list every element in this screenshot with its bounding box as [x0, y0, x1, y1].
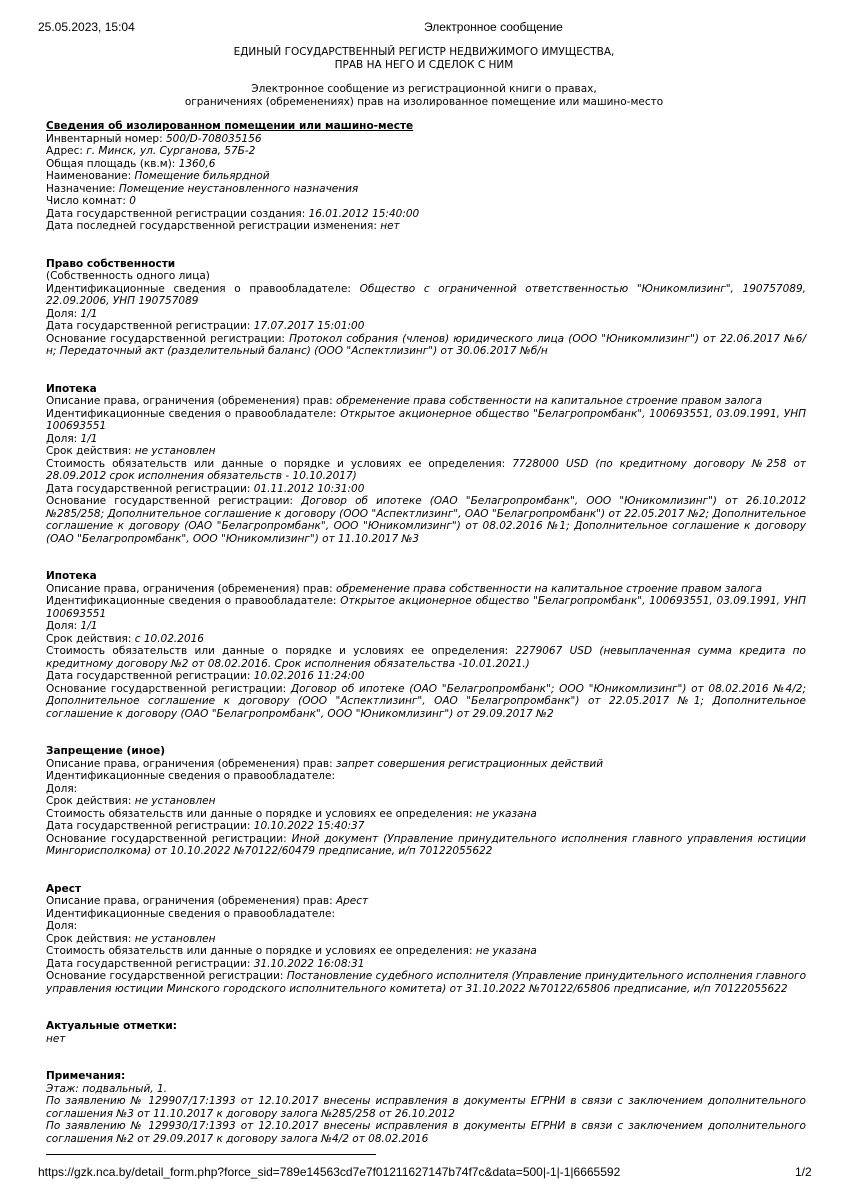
field-row	[46, 820, 806, 833]
header-title: Электронное сообщение	[424, 20, 563, 34]
field-row	[46, 433, 806, 446]
field-value: 1/1	[80, 432, 98, 445]
field-row	[46, 945, 806, 958]
field-row	[46, 645, 806, 670]
field-row	[46, 395, 806, 408]
field-label: Адрес:	[46, 145, 87, 157]
section	[46, 1020, 806, 1045]
page-number: 1/2	[795, 1165, 812, 1179]
field-row	[46, 183, 806, 196]
field-value: с 10.02.2016	[134, 632, 204, 645]
field-row	[46, 833, 806, 858]
section-title: Право собственности	[46, 257, 176, 270]
field-label: Инвентарный номер:	[46, 132, 166, 145]
field-value: не указана	[475, 945, 537, 957]
field-label: Срок действия:	[46, 795, 135, 807]
field-row	[46, 595, 806, 620]
field-value: нет	[380, 220, 400, 232]
field-row	[46, 483, 806, 496]
field-value: 01.11.2012 10:31:00	[253, 482, 365, 495]
field-value: не установлен	[134, 795, 216, 807]
field-label: Основание государственной регистрации:	[46, 682, 291, 695]
field-row	[46, 770, 806, 783]
field-label: Стоимость обязательств или данные о порядке и условиях ее определения:	[46, 945, 476, 957]
field-value: обременение права собственности на капитальное строение правом залога	[335, 395, 763, 407]
field-label: Наименование:	[46, 170, 135, 182]
field-row	[46, 783, 806, 796]
document-body	[46, 120, 806, 1170]
field-row	[46, 458, 806, 483]
field-row	[46, 620, 806, 633]
field-row	[46, 633, 806, 646]
field-value: По заявлению № 129907/17:1393 от 12.10.2017 внесены исправления в документы ЕГРНИ в связи с заключением дополнительного соглашения №3 от 11.10.2017 к договору залога №285/258 от 26.10.2012	[46, 1095, 806, 1120]
field-value: 0	[129, 195, 136, 207]
field-label: (Собственность одного лица)	[46, 270, 210, 282]
field-value: 10.10.2022 15:40:37	[253, 820, 365, 832]
field-label: Назначение:	[46, 182, 119, 195]
field-label: Доля:	[46, 620, 81, 632]
field-label: Идентификационные сведения о правообладателе:	[46, 407, 341, 420]
field-value: не установлен	[134, 445, 216, 457]
section	[46, 570, 806, 720]
field-row	[46, 1120, 806, 1145]
section	[46, 745, 806, 858]
field-row	[46, 133, 806, 146]
field-row	[46, 445, 806, 458]
field-label: Описание права, ограничения (обременения) прав:	[46, 895, 336, 907]
field-value: Постановление судебного исполнителя (Управление принудительного исполнения главного управления юстиции Минского городского исполнительного комитета) от 31.10.2022 №70122/65806 предписание, и/п 70122055622	[46, 970, 806, 995]
field-value: 1/1	[80, 307, 98, 320]
field-label: Идентификационные сведения о правообладателе:	[46, 282, 360, 295]
field-value: 10.02.2016 11:24:00	[253, 670, 365, 682]
field-value: 16.01.2012 15:40:00	[308, 207, 420, 220]
field-row	[46, 408, 806, 433]
field-label: Идентификационные сведения о правообладателе:	[46, 770, 336, 782]
section-title: Арест	[46, 882, 82, 895]
field-row	[46, 170, 806, 183]
field-value: Арест	[335, 895, 369, 907]
field-value: г. Минск, ул. Сурганова, 57Б-2	[86, 145, 256, 157]
document-subtitle-line: Электронное сообщение из регистрационной книги о правах,	[251, 83, 597, 95]
field-row	[46, 920, 806, 933]
field-row	[46, 1033, 806, 1046]
field-row	[46, 220, 806, 233]
field-row	[46, 1095, 806, 1120]
field-value: нет	[46, 1032, 66, 1045]
field-label: Дата государственной регистрации:	[46, 670, 254, 682]
field-row	[46, 270, 806, 283]
field-label: Доля:	[46, 307, 81, 320]
field-label: Дата государственной регистрации:	[46, 957, 254, 970]
field-label: Основание государственной регистрации:	[46, 495, 302, 507]
section	[46, 120, 806, 233]
field-value: Открытое акционерное общество "Белагропромбанк", 100693551, 03.09.1991, УНП 100693551	[46, 407, 806, 432]
field-value: Помещение неустановленного назначения	[118, 182, 359, 195]
field-value: обременение права собственности на капитальное строение правом залога	[335, 582, 763, 595]
field-value: 2279067 USD (невыплаченная сумма кредита по кредитному договору №2 от 08.02.2016. Срок исполнения обязательства -10.01.2021.)	[46, 645, 806, 670]
field-row	[46, 683, 806, 721]
field-row	[46, 1083, 806, 1096]
section-title: Примечания:	[46, 1070, 126, 1082]
field-row	[46, 195, 806, 208]
field-value: 500/D-708035156	[165, 132, 262, 145]
field-row	[46, 908, 806, 921]
field-value: Договор об ипотеке (ОАО "Белагропромбанк"; ООО "Юникомлизинг") от 08.02.2016 №4/2; Дополнительное соглашение к договору (ООО "Аспектлизинг", ОАО "Белагропромбанк") от 22.05.2017 №1; Дополнительное соглашение к договору (ОАО "Белагропромбанк", ООО "Юникомлизинг") от 29.09.2017 №2	[46, 682, 806, 720]
field-row	[46, 333, 806, 358]
field-label: Идентификационные сведения о правообладателе:	[46, 595, 341, 607]
field-label: Описание права, ограничения (обременения) прав:	[46, 395, 336, 407]
field-value: Общество с ограниченной ответственностью "Юникомлизинг", 190757089, 22.09.2006, УНП 190757089	[46, 282, 806, 307]
field-label: Дата последней государственной регистрации изменения:	[46, 220, 381, 232]
footer-divider	[46, 1154, 376, 1155]
field-value: запрет совершения регистрационных действий	[335, 757, 604, 770]
field-label: Стоимость обязательств или данные о порядке и условиях ее определения:	[46, 645, 516, 657]
field-row	[46, 283, 806, 308]
field-label: Дата государственной регистрации создания:	[46, 207, 309, 220]
field-value: 17.07.2017 15:01:00	[253, 320, 365, 332]
document-subtitle-line: ограничениях (обременениях) прав на изолированное помещение или машино-место	[184, 95, 664, 108]
field-value: 1360,6	[178, 157, 216, 170]
field-value: Иной документ (Управление принудительного исполнения главного управления юстиции Мингорисполкома) от 10.10.2022 №70122/60479 предписание, и/п 70122055622	[46, 832, 807, 857]
section-title: Запрещение (иное)	[46, 745, 166, 757]
field-label: Доля:	[46, 920, 78, 932]
section-title: Ипотека	[46, 382, 97, 395]
field-value: Помещение бильярдной	[134, 170, 270, 182]
section	[46, 1070, 806, 1145]
field-label: Основание государственной регистрации:	[46, 832, 292, 845]
section	[46, 383, 806, 546]
section-title: Ипотека	[46, 570, 97, 582]
field-row	[46, 158, 806, 171]
document-subtitle	[0, 83, 848, 108]
field-value: Открытое акционерное общество "Белагропромбанк", 100693551, 03.09.1991, УНП 100693551	[46, 595, 806, 620]
field-label: Доля:	[46, 782, 78, 795]
section-title: Актуальные отметки:	[46, 1020, 177, 1032]
field-label: Дата государственной регистрации:	[46, 482, 254, 495]
field-row	[46, 970, 806, 995]
field-row	[46, 320, 806, 333]
section	[46, 258, 806, 358]
field-value: не установлен	[134, 932, 216, 945]
field-label: Стоимость обязательств или данные о порядке и условиях ее определения:	[46, 807, 476, 820]
field-row	[46, 958, 806, 971]
field-value: По заявлению № 129930/17:1393 от 12.10.2017 внесены исправления в документы ЕГРНИ в связи с заключением дополнительного соглашения №2 от 29.09.2017 к договору залога №4/2 от 08.02.2016	[46, 1120, 806, 1145]
field-label: Описание права, ограничения (обременения) прав:	[46, 582, 336, 595]
field-label: Стоимость обязательств или данные о порядке и условиях ее определения:	[46, 457, 513, 470]
field-row	[46, 808, 806, 821]
field-row	[46, 208, 806, 221]
section-title: Сведения об изолированном помещении или машино-месте	[46, 120, 414, 132]
field-row	[46, 933, 806, 946]
field-label: Дата государственной регистрации:	[46, 320, 254, 332]
section	[46, 883, 806, 996]
field-row	[46, 145, 806, 158]
field-row	[46, 670, 806, 683]
field-value: не указана	[475, 807, 537, 820]
document-title-line: ПРАВ НА НЕГО И СДЕЛОК С НИМ	[334, 58, 514, 71]
document-title-line: ЕДИНЫЙ ГОСУДАРСТВЕННЫЙ РЕГИСТР НЕДВИЖИМОГО ИМУЩЕСТВА,	[233, 46, 615, 58]
field-value: 7728000 USD (по кредитному договору №258 от 28.09.2012 срок исполнения обязательств - 10.10.2017)	[46, 457, 806, 482]
field-value: 31.10.2022 16:08:31	[253, 957, 365, 970]
header-datetime: 25.05.2023, 15:04	[38, 20, 135, 34]
field-value: 1/1	[80, 620, 98, 632]
field-value: Этаж: подвальный, 1.	[46, 1082, 167, 1095]
field-value: Договор об ипотеке (ОАО "Белагропромбанк", ООО "Юникомлизинг") от 26.10.2012 №285/258; Дополнительное соглашение к договору (ООО "Аспектлизинг", ОАО "Белагропромбанк") от 22.05.2017 №2; Дополнительное соглашение к договору (ОАО "Белагропромбанк", ООО "Юникомлизинг") от 08.02.2016 №1; Дополнительное соглашение к договору (ОАО "Белагропромбанк", ООО "Юникомлизинг") от 11.10.2017 №3	[46, 495, 806, 545]
field-label: Срок действия:	[46, 932, 135, 945]
document-title	[0, 46, 848, 71]
field-row	[46, 758, 806, 771]
field-label: Описание права, ограничения (обременения) прав:	[46, 757, 336, 770]
footer-url[interactable]	[38, 1165, 620, 1179]
field-row	[46, 495, 806, 545]
field-row	[46, 583, 806, 596]
field-label: Доля:	[46, 432, 81, 445]
field-row	[46, 895, 806, 908]
footer-url-link[interactable]: https://gzk.nca.by/detail_form.php?force_sid=789e14563cd7e7f01211627147b74f7c&data=500|-1|-1|6665592	[38, 1165, 621, 1179]
field-value: Протокол собрания (членов) юридического лица (ООО "Юникомлизинг") от 22.06.2017 №6/н; Передаточный акт (разделительный баланс) (ООО "Аспектлизинг") от 30.06.2017 №б/н	[46, 332, 807, 357]
field-label: Дата государственной регистрации:	[46, 820, 254, 832]
field-row	[46, 308, 806, 321]
field-label: Срок действия:	[46, 632, 135, 645]
field-label: Основание государственной регистрации:	[46, 332, 290, 345]
field-label: Общая площадь (кв.м):	[46, 157, 179, 170]
field-label: Срок действия:	[46, 445, 135, 457]
field-label: Идентификационные сведения о правообладателе:	[46, 907, 336, 920]
field-row	[46, 795, 806, 808]
field-label: Основание государственной регистрации:	[46, 970, 287, 982]
field-label: Число комнат:	[46, 195, 130, 207]
